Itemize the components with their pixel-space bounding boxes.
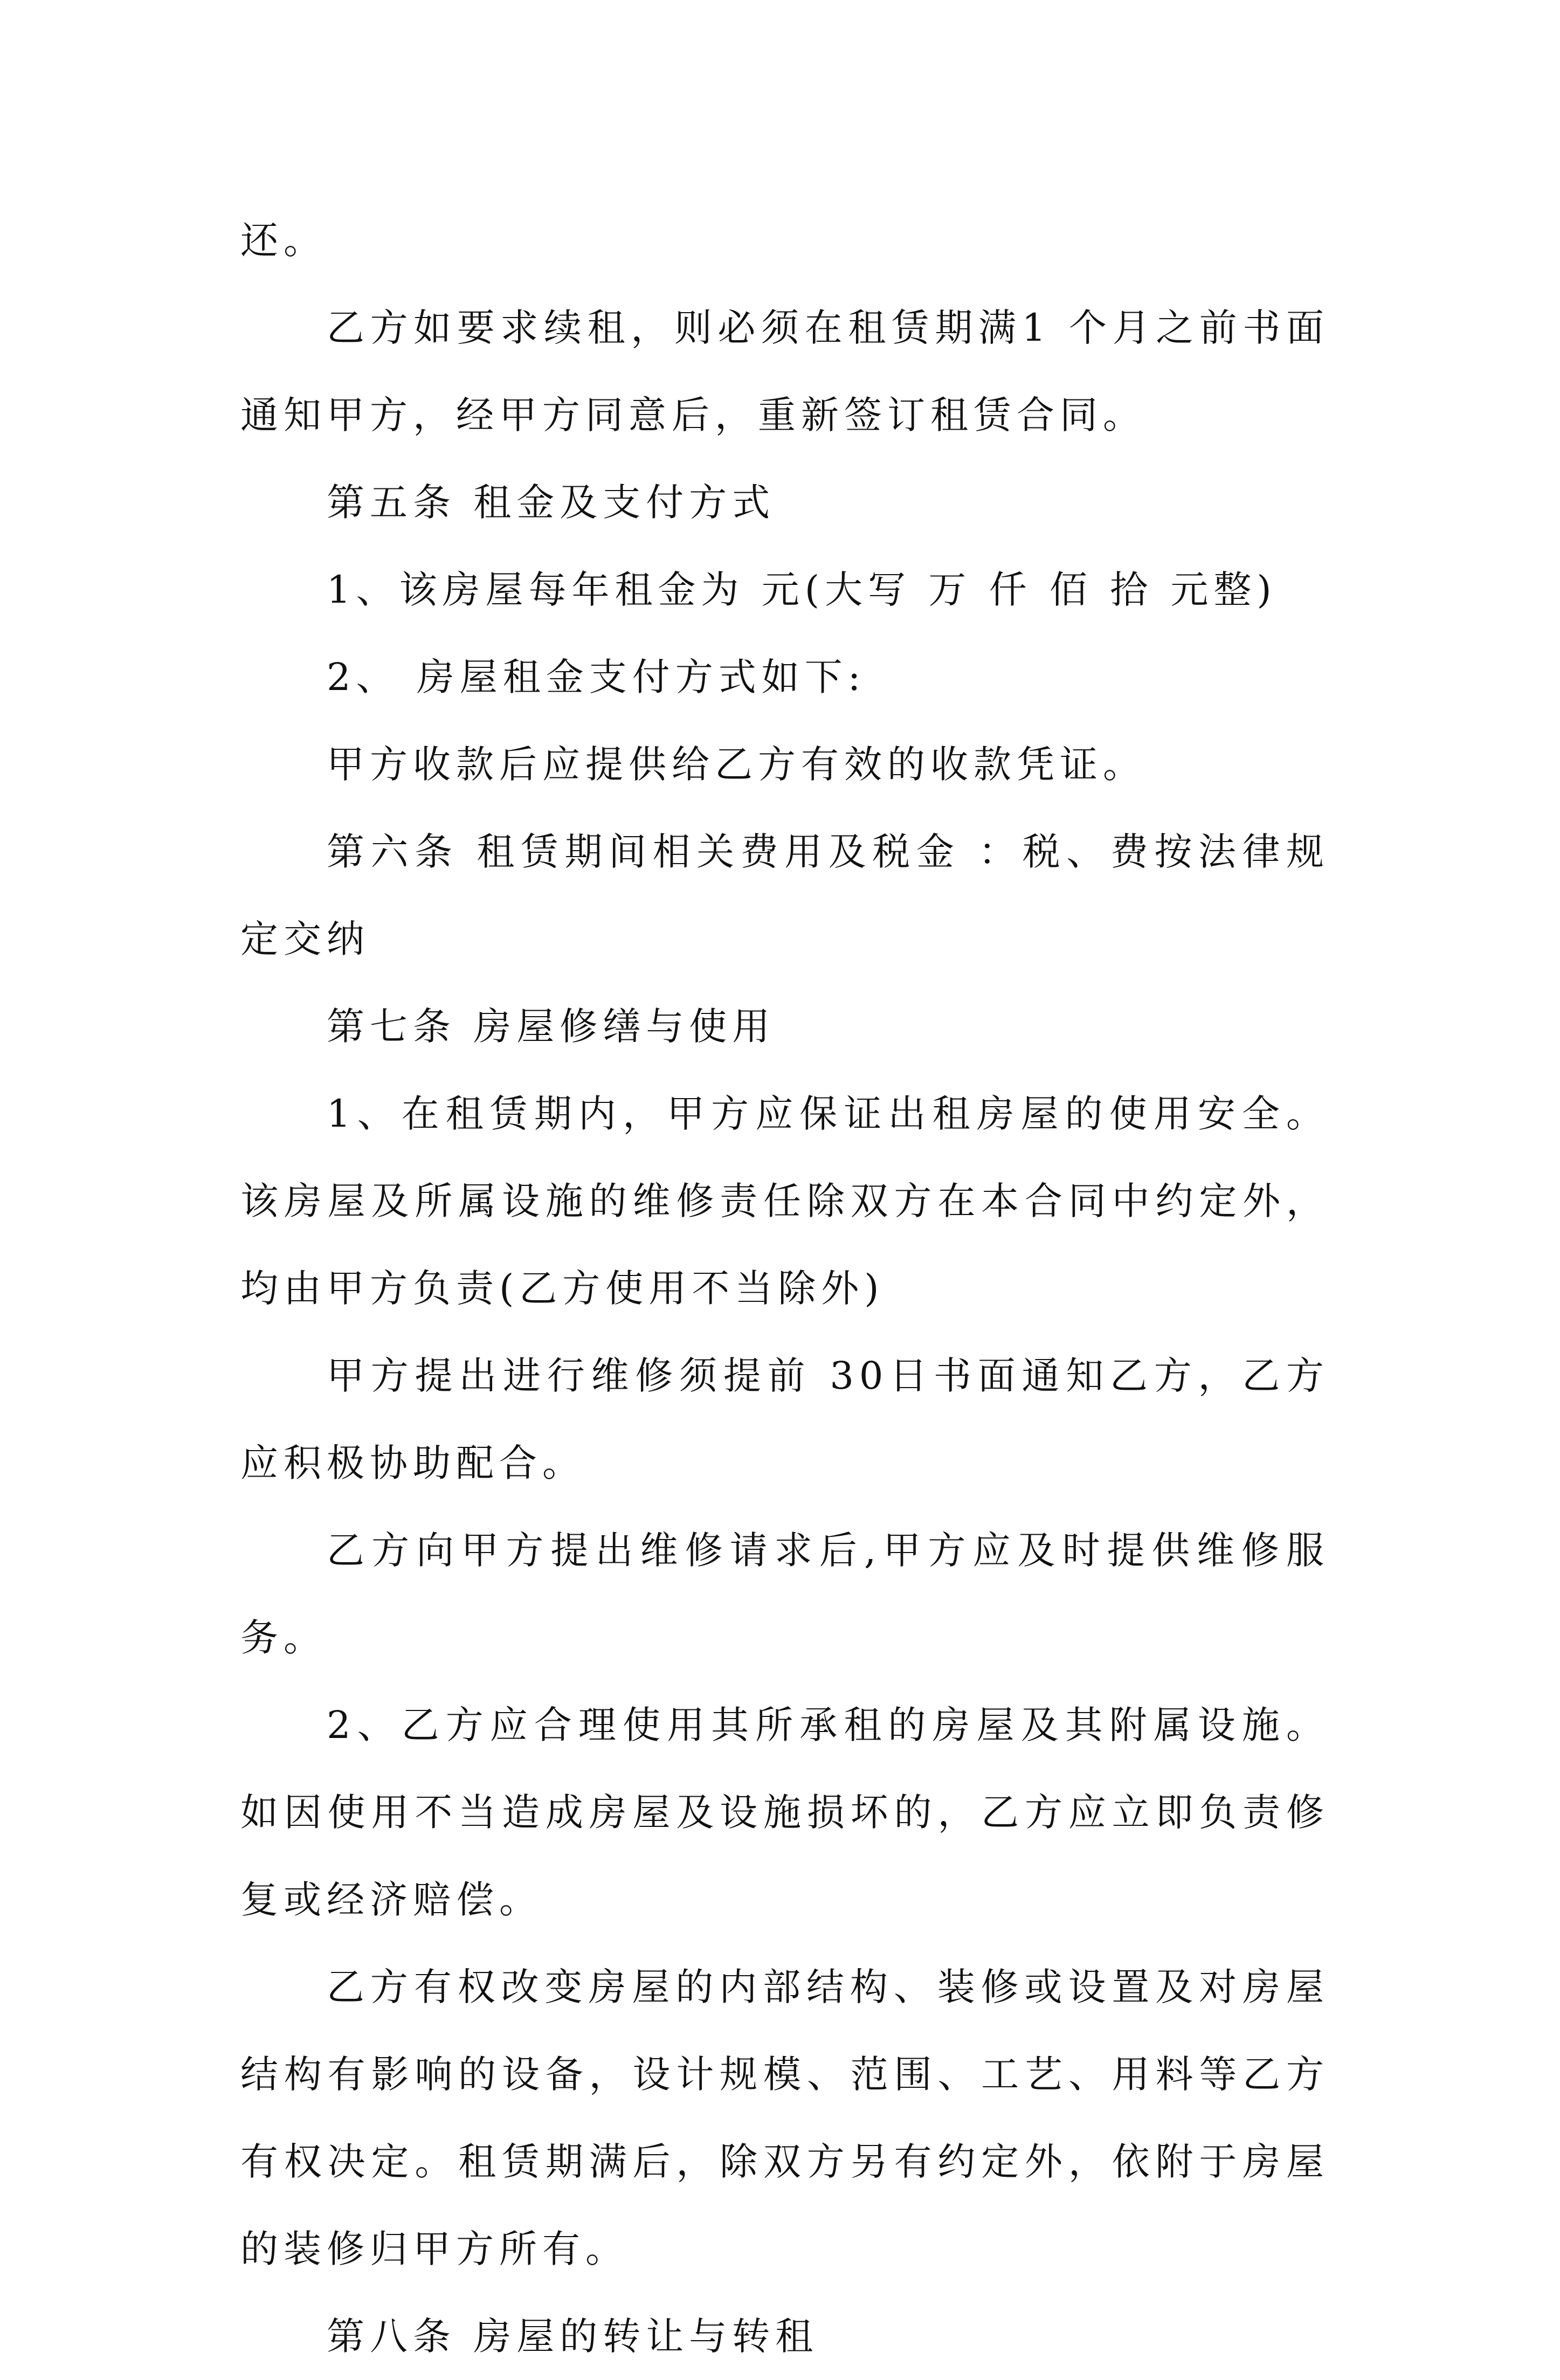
article-5-item-2: 2、 房屋租金支付方式如下:	[327, 655, 866, 699]
paragraph-continuation: 还。	[240, 218, 327, 263]
document-body	[240, 197, 1329, 2380]
article-7-item-2: 2、乙方应合理使用其所承租的房屋及其附属设施。如因使用不当造成房屋及设施损坏的，乙方应立即负责修复或经济赔偿。	[240, 1703, 1329, 1922]
article-8-heading: 第八条 房屋的转让与转租	[327, 2314, 819, 2358]
paragraph-structure-changes: 乙方有权改变房屋的内部结构、装修或设置及对房屋结构有影响的设备，设计规模、范围、工艺、用料等乙方有权决定。租赁期满后，除双方另有约定外，依附于房屋的装修归甲方所有。	[240, 1965, 1329, 2271]
article-5-item-1: 1、该房屋每年租金为 元(大写 万 仟 佰 拾 元整)	[327, 568, 1277, 612]
paragraph-repair-notice: 甲方提出进行维修须提前 30日书面通知乙方，乙方应积极协助配合。	[240, 1354, 1329, 1485]
article-7-item-1: 1、在租赁期内，甲方应保证出租房屋的使用安全。该房屋及所属设施的维修责任除双方在本合同中约定外，均由甲方负责(乙方使用不当除外)	[240, 1092, 1329, 1310]
paragraph-repair-request: 乙方向甲方提出维修请求后,甲方应及时提供维修服务。	[240, 1528, 1329, 1660]
article-7-heading: 第七条 房屋修缮与使用	[327, 1004, 776, 1048]
article-5-heading: 第五条 租金及支付方式	[327, 480, 776, 525]
paragraph-renewal: 乙方如要求续租，则必须在租赁期满1 个月之前书面通知甲方，经甲方同意后，重新签订租赁合同。	[240, 306, 1329, 437]
article-6-heading: 第六条 租赁期间相关费用及税金 ：税、费按法律规定交纳	[240, 830, 1329, 961]
paragraph-receipt: 甲方收款后应提供给乙方有效的收款凭证。	[327, 742, 1146, 787]
